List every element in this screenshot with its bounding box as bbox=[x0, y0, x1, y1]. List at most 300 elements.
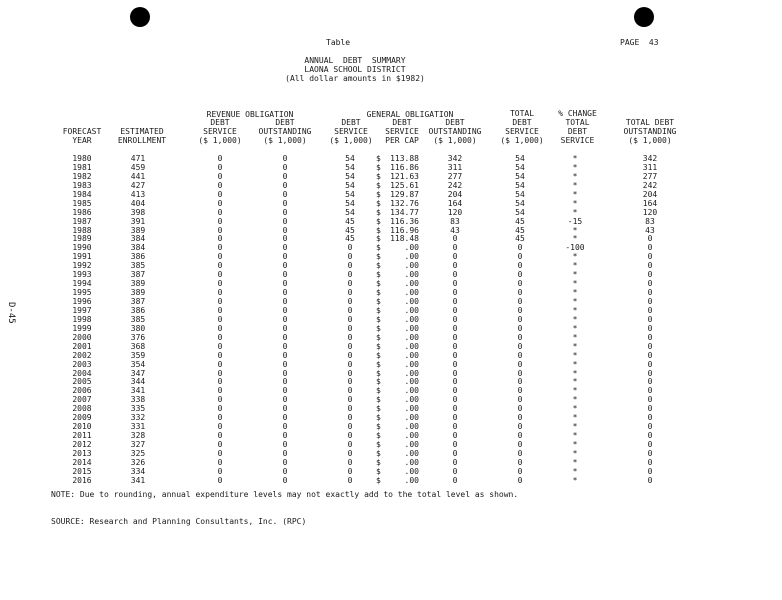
cell-rev-debt-outstanding: 0 bbox=[282, 279, 288, 289]
cell-gen-debt-service: 0 bbox=[347, 279, 353, 289]
cell-per-cap: 129.87 bbox=[390, 189, 419, 199]
header-line: DEBT bbox=[392, 118, 412, 127]
cell-gen-debt-outstanding: 0 bbox=[452, 314, 458, 324]
table-row bbox=[0, 297, 782, 306]
cell-dollar-sign: $ bbox=[376, 404, 381, 414]
cell-forecast-year: 1997 bbox=[72, 305, 92, 315]
cell-dollar-sign: $ bbox=[376, 162, 381, 172]
cell-per-cap: 125.61 bbox=[390, 180, 419, 190]
cell-gen-debt-outstanding: 0 bbox=[452, 332, 458, 342]
cell-total-debt-outstanding: 0 bbox=[647, 359, 653, 369]
table-row bbox=[0, 360, 782, 369]
cell-dollar-sign: $ bbox=[376, 180, 381, 190]
header-line: ESTIMATED bbox=[120, 127, 164, 136]
cell-dollar-sign: $ bbox=[376, 207, 381, 217]
cell-gen-debt-outstanding: 0 bbox=[452, 466, 458, 476]
cell-forecast-year: 1989 bbox=[72, 234, 92, 244]
cell-gen-debt-outstanding: 0 bbox=[452, 252, 458, 262]
cell-rev-debt-service: 0 bbox=[217, 377, 223, 387]
cell-dollar-sign: $ bbox=[376, 216, 381, 226]
cell-per-cap: .00 bbox=[404, 440, 419, 449]
group-revenue-obligation: REVENUE OBLIGATION bbox=[206, 110, 294, 119]
cell-rev-debt-outstanding: 0 bbox=[282, 162, 288, 172]
cell-per-cap: .00 bbox=[404, 341, 419, 351]
cell-total-debt-service: 45 bbox=[515, 225, 525, 235]
cell-per-cap: 113.88 bbox=[390, 154, 419, 163]
cell-total-debt-service: 0 bbox=[517, 350, 523, 360]
cell-estimated-enrollment: 471 bbox=[130, 154, 146, 163]
cell-gen-debt-service: 54 bbox=[345, 154, 355, 163]
table-row bbox=[0, 342, 782, 351]
cell-gen-debt-outstanding: 120 bbox=[447, 207, 463, 217]
cell-estimated-enrollment: 331 bbox=[130, 422, 146, 432]
cell-pct-change: * bbox=[572, 422, 578, 432]
cell-gen-debt-service: 0 bbox=[347, 359, 353, 369]
cell-per-cap: .00 bbox=[404, 457, 419, 467]
table-row bbox=[0, 243, 782, 252]
cell-forecast-year: 1991 bbox=[72, 252, 92, 262]
cell-estimated-enrollment: 347 bbox=[130, 368, 146, 378]
cell-pct-change: * bbox=[572, 377, 578, 387]
cell-forecast-year: 2008 bbox=[72, 404, 92, 414]
cell-total-debt-service: 0 bbox=[517, 440, 523, 449]
cell-total-debt-outstanding: 0 bbox=[647, 341, 653, 351]
cell-gen-debt-outstanding: 0 bbox=[452, 270, 458, 280]
title-line-1: ANNUAL DEBT SUMMARY bbox=[304, 56, 406, 65]
cell-total-debt-service: 0 bbox=[517, 386, 523, 396]
table-row bbox=[0, 306, 782, 315]
cell-total-debt-service: 0 bbox=[517, 252, 523, 262]
cell-rev-debt-service: 0 bbox=[217, 395, 223, 405]
cell-rev-debt-outstanding: 0 bbox=[282, 180, 288, 190]
cell-gen-debt-outstanding: 0 bbox=[452, 422, 458, 432]
cell-estimated-enrollment: 344 bbox=[130, 377, 146, 387]
cell-forecast-year: 1992 bbox=[72, 261, 92, 271]
cell-total-debt-outstanding: 0 bbox=[647, 252, 653, 262]
cell-estimated-enrollment: 380 bbox=[130, 323, 146, 333]
cell-gen-debt-outstanding: 0 bbox=[452, 243, 458, 253]
cell-per-cap: 134.77 bbox=[390, 207, 419, 217]
table-row bbox=[0, 270, 782, 279]
cell-forecast-year: 2006 bbox=[72, 386, 92, 396]
cell-estimated-enrollment: 327 bbox=[130, 440, 146, 449]
table-row bbox=[0, 172, 782, 181]
cell-estimated-enrollment: 335 bbox=[130, 404, 146, 414]
cell-gen-debt-service: 45 bbox=[345, 216, 355, 226]
cell-forecast-year: 2016 bbox=[72, 475, 92, 485]
cell-estimated-enrollment: 389 bbox=[130, 279, 146, 289]
cell-total-debt-outstanding: 0 bbox=[647, 288, 653, 298]
cell-forecast-year: 1998 bbox=[72, 314, 92, 324]
cell-pct-change: -100 bbox=[565, 243, 585, 253]
cell-total-debt-outstanding: 0 bbox=[647, 413, 653, 423]
cell-gen-debt-outstanding: 0 bbox=[452, 323, 458, 333]
cell-estimated-enrollment: 326 bbox=[130, 457, 146, 467]
header-line: TOTAL bbox=[509, 109, 535, 118]
cell-estimated-enrollment: 341 bbox=[130, 386, 146, 396]
cell-forecast-year: 1984 bbox=[72, 189, 92, 199]
cell-rev-debt-outstanding: 0 bbox=[282, 234, 288, 244]
cell-total-debt-service: 0 bbox=[517, 431, 523, 441]
table-row bbox=[0, 181, 782, 190]
cell-rev-debt-service: 0 bbox=[217, 448, 223, 458]
cell-gen-debt-service: 0 bbox=[347, 448, 353, 458]
cell-gen-debt-service: 54 bbox=[345, 189, 355, 199]
cell-rev-debt-service: 0 bbox=[217, 332, 223, 342]
cell-rev-debt-service: 0 bbox=[217, 457, 223, 467]
cell-gen-debt-service: 0 bbox=[347, 413, 353, 423]
cell-pct-change: * bbox=[572, 162, 578, 172]
cell-forecast-year: 1988 bbox=[72, 225, 92, 235]
cell-dollar-sign: $ bbox=[376, 368, 381, 378]
cell-rev-debt-outstanding: 0 bbox=[282, 314, 288, 324]
cell-rev-debt-service: 0 bbox=[217, 359, 223, 369]
cell-rev-debt-service: 0 bbox=[217, 341, 223, 351]
cell-gen-debt-outstanding: 0 bbox=[452, 234, 458, 244]
footnote: NOTE: Due to rounding, annual expenditure levels may not exactly add to the total level as shown. bbox=[51, 490, 519, 499]
cell-dollar-sign: $ bbox=[376, 252, 381, 262]
cell-rev-debt-service: 0 bbox=[217, 466, 223, 476]
header-line: DEBT bbox=[512, 118, 532, 127]
cell-gen-debt-service: 54 bbox=[345, 171, 355, 181]
cell-pct-change: * bbox=[572, 279, 578, 289]
cell-total-debt-outstanding: 0 bbox=[647, 404, 653, 414]
cell-total-debt-outstanding: 0 bbox=[647, 297, 653, 306]
cell-gen-debt-service: 0 bbox=[347, 252, 353, 262]
cell-gen-debt-outstanding: 0 bbox=[452, 279, 458, 289]
header-line: % CHANGE bbox=[558, 109, 597, 118]
cell-forecast-year: 1990 bbox=[72, 243, 92, 253]
cell-dollar-sign: $ bbox=[376, 350, 381, 360]
cell-rev-debt-outstanding: 0 bbox=[282, 305, 288, 315]
cell-total-debt-service: 45 bbox=[515, 216, 525, 226]
cell-per-cap: .00 bbox=[404, 404, 419, 414]
cell-dollar-sign: $ bbox=[376, 171, 381, 181]
cell-pct-change: * bbox=[572, 261, 578, 271]
table-row bbox=[0, 449, 782, 458]
cell-total-debt-outstanding: 0 bbox=[647, 448, 653, 458]
cell-gen-debt-service: 0 bbox=[347, 440, 353, 449]
debt-table-body bbox=[0, 154, 782, 485]
table-row bbox=[0, 413, 782, 422]
cell-total-debt-outstanding: 0 bbox=[647, 422, 653, 432]
header-line: SERVICE bbox=[505, 127, 539, 136]
cell-forecast-year: 1981 bbox=[72, 162, 92, 172]
cell-per-cap: .00 bbox=[404, 359, 419, 369]
cell-total-debt-service: 45 bbox=[515, 234, 525, 244]
table-row bbox=[0, 324, 782, 333]
cell-dollar-sign: $ bbox=[376, 305, 381, 315]
cell-forecast-year: 1995 bbox=[72, 288, 92, 298]
cell-gen-debt-outstanding: 0 bbox=[452, 448, 458, 458]
cell-total-debt-outstanding: 0 bbox=[647, 234, 653, 244]
cell-rev-debt-outstanding: 0 bbox=[282, 422, 288, 432]
table-row bbox=[0, 440, 782, 449]
table-row bbox=[0, 279, 782, 288]
cell-rev-debt-service: 0 bbox=[217, 207, 223, 217]
side-page-label: D-45 bbox=[6, 302, 16, 324]
cell-pct-change: * bbox=[572, 448, 578, 458]
cell-pct-change: * bbox=[572, 305, 578, 315]
cell-total-debt-outstanding: 0 bbox=[647, 243, 653, 253]
cell-rev-debt-service: 0 bbox=[217, 404, 223, 414]
table-row bbox=[0, 261, 782, 270]
cell-rev-debt-outstanding: 0 bbox=[282, 377, 288, 387]
cell-total-debt-outstanding: 0 bbox=[647, 475, 653, 485]
cell-rev-debt-outstanding: 0 bbox=[282, 431, 288, 441]
header-line: OUTSTANDING bbox=[428, 127, 482, 136]
cell-estimated-enrollment: 325 bbox=[130, 448, 146, 458]
cell-gen-debt-service: 0 bbox=[347, 368, 353, 378]
cell-gen-debt-outstanding: 0 bbox=[452, 404, 458, 414]
title-line-3: (All dollar amounts in $1982) bbox=[285, 74, 425, 83]
cell-gen-debt-service: 0 bbox=[347, 288, 353, 298]
header-line: ($ 1,000) bbox=[500, 136, 544, 145]
cell-gen-debt-outstanding: 83 bbox=[450, 216, 460, 226]
header-line: ENROLLMENT bbox=[117, 136, 167, 145]
cell-dollar-sign: $ bbox=[376, 198, 381, 208]
cell-per-cap: .00 bbox=[404, 314, 419, 324]
cell-estimated-enrollment: 441 bbox=[130, 171, 146, 181]
cell-gen-debt-service: 0 bbox=[347, 323, 353, 333]
cell-rev-debt-service: 0 bbox=[217, 279, 223, 289]
cell-gen-debt-service: 0 bbox=[347, 431, 353, 441]
cell-total-debt-service: 0 bbox=[517, 332, 523, 342]
cell-rev-debt-service: 0 bbox=[217, 350, 223, 360]
cell-estimated-enrollment: 376 bbox=[130, 332, 146, 342]
cell-forecast-year: 1994 bbox=[72, 279, 92, 289]
cell-estimated-enrollment: 386 bbox=[130, 252, 146, 262]
cell-pct-change: * bbox=[572, 198, 578, 208]
cell-rev-debt-service: 0 bbox=[217, 422, 223, 432]
header-line: DEBT bbox=[567, 127, 588, 136]
cell-rev-debt-service: 0 bbox=[217, 234, 223, 244]
cell-forecast-year: 2001 bbox=[72, 341, 92, 351]
table-row bbox=[0, 476, 782, 485]
cell-forecast-year: 2005 bbox=[72, 377, 92, 387]
table-row bbox=[0, 395, 782, 404]
cell-per-cap: .00 bbox=[404, 377, 419, 387]
table-row bbox=[0, 431, 782, 440]
cell-total-debt-service: 0 bbox=[517, 297, 523, 306]
cell-total-debt-service: 0 bbox=[517, 404, 523, 414]
cell-pct-change: * bbox=[572, 154, 578, 163]
header-line: ($ 1,000) bbox=[628, 136, 672, 145]
cell-forecast-year: 1999 bbox=[72, 323, 92, 333]
cell-dollar-sign: $ bbox=[376, 359, 381, 369]
cell-per-cap: .00 bbox=[404, 368, 419, 378]
header-line: OUTSTANDING bbox=[258, 127, 312, 136]
cell-rev-debt-service: 0 bbox=[217, 216, 223, 226]
header-line: SERVICE bbox=[560, 136, 595, 145]
header-line: DEBT bbox=[445, 118, 465, 127]
cell-gen-debt-service: 0 bbox=[347, 377, 353, 387]
cell-forecast-year: 2013 bbox=[72, 448, 92, 458]
cell-per-cap: .00 bbox=[404, 395, 419, 405]
table-row bbox=[0, 404, 782, 413]
header-line: SERVICE bbox=[334, 127, 368, 136]
cell-per-cap: 118.48 bbox=[390, 234, 419, 244]
cell-rev-debt-outstanding: 0 bbox=[282, 413, 288, 423]
cell-forecast-year: 1987 bbox=[72, 216, 92, 226]
cell-per-cap: .00 bbox=[404, 252, 419, 262]
table-row bbox=[0, 217, 782, 226]
cell-total-debt-service: 0 bbox=[517, 422, 523, 432]
cell-gen-debt-service: 0 bbox=[347, 395, 353, 405]
cell-gen-debt-outstanding: 0 bbox=[452, 457, 458, 467]
table-row bbox=[0, 422, 782, 431]
table-row bbox=[0, 226, 782, 235]
cell-forecast-year: 2010 bbox=[72, 422, 92, 432]
cell-pct-change: * bbox=[572, 189, 578, 199]
cell-rev-debt-service: 0 bbox=[217, 189, 223, 199]
cell-rev-debt-outstanding: 0 bbox=[282, 261, 288, 271]
header-line: YEAR bbox=[72, 136, 92, 145]
cell-gen-debt-service: 0 bbox=[347, 261, 353, 271]
cell-total-debt-outstanding: 120 bbox=[642, 207, 658, 217]
cell-estimated-enrollment: 368 bbox=[130, 341, 146, 351]
cell-gen-debt-outstanding: 0 bbox=[452, 413, 458, 423]
table-row bbox=[0, 458, 782, 467]
cell-per-cap: .00 bbox=[404, 332, 419, 342]
cell-dollar-sign: $ bbox=[376, 377, 381, 387]
cell-pct-change: * bbox=[572, 270, 578, 280]
cell-dollar-sign: $ bbox=[376, 386, 381, 396]
cell-rev-debt-outstanding: 0 bbox=[282, 270, 288, 280]
page-number: PAGE 43 bbox=[620, 38, 659, 47]
cell-pct-change: * bbox=[572, 440, 578, 449]
cell-gen-debt-service: 0 bbox=[347, 305, 353, 315]
cell-rev-debt-outstanding: 0 bbox=[282, 404, 288, 414]
cell-dollar-sign: $ bbox=[376, 332, 381, 342]
cell-forecast-year: 2002 bbox=[72, 350, 92, 360]
cell-dollar-sign: $ bbox=[376, 279, 381, 289]
cell-rev-debt-outstanding: 0 bbox=[282, 252, 288, 262]
cell-gen-debt-outstanding: 0 bbox=[452, 475, 458, 485]
table-row bbox=[0, 386, 782, 395]
cell-gen-debt-outstanding: 43 bbox=[450, 225, 460, 235]
cell-rev-debt-outstanding: 0 bbox=[282, 288, 288, 298]
cell-estimated-enrollment: 413 bbox=[130, 189, 146, 199]
cell-per-cap: 116.96 bbox=[390, 225, 419, 235]
cell-total-debt-service: 54 bbox=[515, 171, 525, 181]
binder-hole-left bbox=[130, 7, 150, 27]
cell-total-debt-service: 0 bbox=[517, 395, 523, 405]
cell-estimated-enrollment: 391 bbox=[130, 216, 146, 226]
cell-total-debt-service: 0 bbox=[517, 359, 523, 369]
cell-pct-change: -15 bbox=[567, 216, 583, 226]
cell-rev-debt-outstanding: 0 bbox=[282, 243, 288, 253]
cell-forecast-year: 1980 bbox=[72, 154, 92, 163]
cell-total-debt-outstanding: 0 bbox=[647, 305, 653, 315]
cell-total-debt-service: 54 bbox=[515, 207, 525, 217]
cell-per-cap: .00 bbox=[404, 305, 419, 315]
cell-pct-change: * bbox=[572, 395, 578, 405]
cell-rev-debt-outstanding: 0 bbox=[282, 323, 288, 333]
cell-pct-change: * bbox=[572, 368, 578, 378]
cell-total-debt-outstanding: 0 bbox=[647, 466, 653, 476]
cell-gen-debt-service: 0 bbox=[347, 341, 353, 351]
cell-per-cap: .00 bbox=[404, 270, 419, 280]
cell-total-debt-service: 0 bbox=[517, 368, 523, 378]
cell-gen-debt-outstanding: 164 bbox=[447, 198, 463, 208]
cell-estimated-enrollment: 332 bbox=[130, 413, 146, 423]
cell-forecast-year: 1983 bbox=[72, 180, 92, 190]
cell-total-debt-outstanding: 0 bbox=[647, 368, 653, 378]
source-line: SOURCE: Research and Planning Consultants, Inc. (RPC) bbox=[51, 517, 307, 526]
cell-gen-debt-outstanding: 277 bbox=[447, 171, 463, 181]
cell-per-cap: .00 bbox=[404, 475, 419, 485]
cell-gen-debt-outstanding: 342 bbox=[447, 154, 463, 163]
table-row bbox=[0, 208, 782, 217]
cell-gen-debt-service: 54 bbox=[345, 207, 355, 217]
cell-rev-debt-outstanding: 0 bbox=[282, 198, 288, 208]
cell-total-debt-service: 0 bbox=[517, 279, 523, 289]
header-line: OUTSTANDING bbox=[623, 127, 677, 136]
cell-gen-debt-outstanding: 204 bbox=[447, 189, 463, 199]
cell-dollar-sign: $ bbox=[376, 457, 381, 467]
cell-dollar-sign: $ bbox=[376, 243, 381, 253]
cell-total-debt-service: 0 bbox=[517, 457, 523, 467]
cell-total-debt-service: 54 bbox=[515, 154, 525, 163]
cell-forecast-year: 2009 bbox=[72, 413, 92, 423]
cell-rev-debt-outstanding: 0 bbox=[282, 466, 288, 476]
cell-dollar-sign: $ bbox=[376, 413, 381, 423]
cell-gen-debt-service: 0 bbox=[347, 297, 353, 306]
cell-total-debt-service: 0 bbox=[517, 341, 523, 351]
cell-rev-debt-service: 0 bbox=[217, 270, 223, 280]
cell-gen-debt-outstanding: 0 bbox=[452, 386, 458, 396]
cell-dollar-sign: $ bbox=[376, 234, 381, 244]
cell-dollar-sign: $ bbox=[376, 261, 381, 271]
cell-rev-debt-service: 0 bbox=[217, 252, 223, 262]
cell-forecast-year: 2000 bbox=[72, 332, 92, 342]
header-line: PER CAP bbox=[385, 136, 419, 145]
cell-pct-change: * bbox=[572, 457, 578, 467]
cell-total-debt-outstanding: 311 bbox=[642, 162, 658, 172]
cell-total-debt-outstanding: 0 bbox=[647, 377, 653, 387]
cell-dollar-sign: $ bbox=[376, 314, 381, 324]
cell-rev-debt-service: 0 bbox=[217, 368, 223, 378]
cell-forecast-year: 1985 bbox=[72, 198, 92, 208]
cell-per-cap: .00 bbox=[404, 386, 419, 396]
header-line: TOTAL DEBT bbox=[625, 118, 675, 127]
cell-per-cap: 132.76 bbox=[390, 198, 419, 208]
cell-total-debt-service: 0 bbox=[517, 288, 523, 298]
cell-pct-change: * bbox=[572, 332, 578, 342]
table-row bbox=[0, 199, 782, 208]
header-line: ($ 1,000) bbox=[198, 136, 242, 145]
cell-rev-debt-service: 0 bbox=[217, 413, 223, 423]
cell-gen-debt-service: 0 bbox=[347, 386, 353, 396]
cell-rev-debt-service: 0 bbox=[217, 386, 223, 396]
cell-total-debt-outstanding: 0 bbox=[647, 440, 653, 449]
cell-forecast-year: 1982 bbox=[72, 171, 92, 181]
cell-total-debt-service: 0 bbox=[517, 323, 523, 333]
cell-total-debt-outstanding: 0 bbox=[647, 270, 653, 280]
cell-rev-debt-service: 0 bbox=[217, 431, 223, 441]
cell-dollar-sign: $ bbox=[376, 341, 381, 351]
cell-gen-debt-service: 0 bbox=[347, 466, 353, 476]
cell-total-debt-outstanding: 0 bbox=[647, 350, 653, 360]
table-row bbox=[0, 377, 782, 386]
cell-total-debt-service: 0 bbox=[517, 305, 523, 315]
cell-rev-debt-service: 0 bbox=[217, 180, 223, 190]
cell-forecast-year: 2014 bbox=[72, 457, 92, 467]
cell-rev-debt-outstanding: 0 bbox=[282, 368, 288, 378]
cell-rev-debt-service: 0 bbox=[217, 288, 223, 298]
cell-rev-debt-outstanding: 0 bbox=[282, 440, 288, 449]
